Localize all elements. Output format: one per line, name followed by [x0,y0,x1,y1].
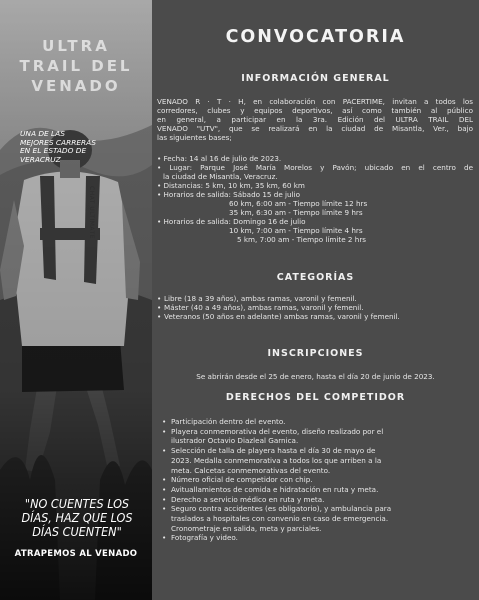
detail-line: • Fecha: 14 al 16 de julio de 2023. [157,154,282,163]
brand-wordmark [0,36,152,96]
category-item: • Máster (40 a 49 años), ambas ramas, varonil y femenil. [157,303,473,312]
detail-line: • Lugar: Parque José María Morelos y Pavón; ubicado en el centro de [157,163,473,172]
slogan: ATRAPEMOS AL VENADO [14,549,138,559]
schedule-line: 35 km, 6:30 am - Tiempo límite 9 hrs [229,208,363,217]
categories-heading: CATEGORÍAS [276,272,355,283]
content-panel [152,0,479,600]
intro-line: en general, a participar en la 3ra. Edición del ULTRA TRAIL DEL [157,115,473,124]
intro-line: VENADO R · T · H, en colaboración con PACERTIME, invitan a todos los [157,97,473,106]
detail-line: • Distancias: 5 km, 10 km, 35 km, 60 km [157,181,305,190]
category-item: • Libre (18 a 39 años), ambas ramas, varonil y femenil. [157,294,473,303]
tagline-line: MEJORES CARRERAS [20,137,96,147]
right-item: • Avituallamientos de comida e hidratación en ruta y meta. [162,485,462,495]
brand-line: VENADO [31,77,121,95]
detail-line: • Horarios de salida: Sábado 15 de julio [157,190,300,199]
schedule-line: 10 km, 7:00 am - Tiempo límite 4 hrs [229,226,363,235]
rights-list [162,417,462,543]
quote-line: DÍAS CUENTEN" [32,524,122,539]
detail-line: la ciudad de Misantla, Veracruz. [163,172,278,181]
right-item: • Derecho a servicio médico en ruta y meta. [162,495,462,505]
right-item: • Selección de talla de playera hasta el día 30 de mayo de 2023. Medalla conmemorativa a todos los que arriben a la meta. Calcetas conmemorativas del evento. [162,446,462,475]
brand-line: TRAIL DEL [19,57,133,75]
schedule-line: 60 km, 6:00 am - Tiempo límite 12 hrs [229,199,368,208]
brand-line: ULTRA [42,37,110,55]
registration-text: Se abrirán desde el 25 de enero, hasta el día 20 de junio de 2023. [196,372,435,381]
right-item: • Número oficial de competidor con chip. [162,475,462,485]
tagline [20,130,138,164]
intro-line: corredores, clubes y equipos deportivos, así como también al público [157,106,473,115]
categories-list [157,294,473,321]
general-details [157,154,473,244]
general-info-heading: INFORMACIÓN GENERAL [241,73,390,84]
registration-heading: INSCRIPCIONES [267,348,364,359]
category-item: • Veteranos (50 años en adelante) ambas ramas, varonil y femenil. [157,312,473,321]
tagline-line: UNA DE LAS [20,129,65,138]
motivational-quote [6,497,148,539]
quote-line: "NO CUENTES LOS [24,496,130,511]
shirt-print: CHAT ULTIMATE [88,186,95,240]
intro-line: VENADO "UTV", que se realizará en la ciudad de Misantla, Ver., bajo [157,124,473,133]
rights-heading: DERECHOS DEL COMPETIDOR [225,392,406,403]
tagline-line: VERACRUZ [20,154,61,164]
right-item: • Seguro contra accidentes (es obligatorio), y ambulancia para traslados a hospitales con convenio en caso de emergencia. Cronometraje en salida, meta y parciales. [162,504,462,533]
quote-line: DÍAS, HAZ QUE LOS [21,510,133,525]
general-intro [157,97,473,142]
schedule-line: 5 km, 7:00 am - Tiempo límite 2 hrs [237,235,367,244]
detail-line: • Horarios de salida: Domingo 16 de julio [157,217,306,226]
right-item: • Playera conmemorativa del evento, diseño realizado por el ilustrador Octavio Diazleal Garnica. [162,427,462,446]
right-item: • Fotografía y video. [162,533,462,543]
hero-photo-panel [0,0,152,600]
page-title: CONVOCATORIA [225,27,406,47]
right-item: • Participación dentro del evento. [162,417,462,427]
tagline-line: EN EL ESTADO DE [20,146,87,155]
intro-line: las siguientes bases; [157,133,232,142]
